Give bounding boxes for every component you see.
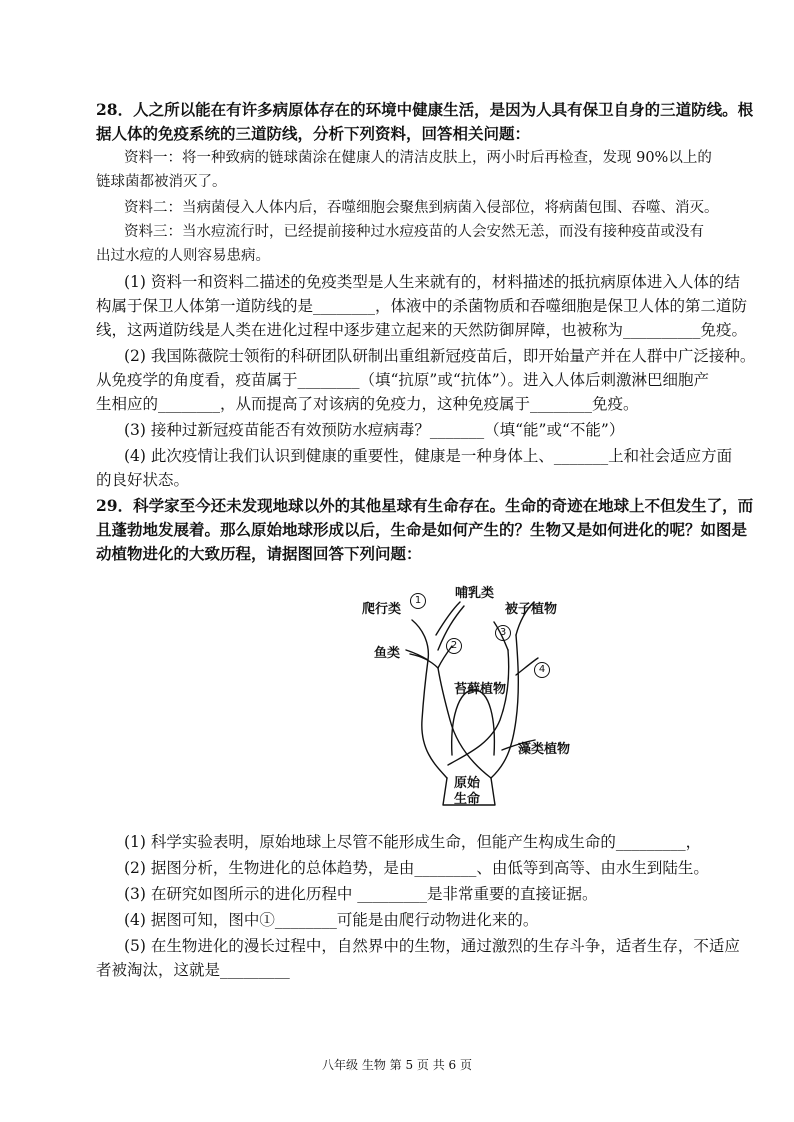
q28-sub2-line-3: 生相应的________，从而提高了对该病的免疫力，这种免疫属于________免疫。: [96, 395, 639, 413]
material-1-line-1: 资料一：将一种致病的链球菌涂在健康人的清洁皮肤上，两小时后再检查，发现 90%以上的: [124, 150, 712, 166]
circle-2: 2: [446, 638, 462, 654]
label-angiosperm: 被子植物: [505, 602, 558, 617]
q28-sub4-line-2: 的良好状态。: [96, 471, 190, 489]
circle-1: 1: [410, 593, 426, 609]
material-1-line-2: 链球菌都被消灭了。: [96, 174, 227, 190]
page-footer: 八年级 生物 第 5 页 共 6 页: [322, 1058, 472, 1072]
label-reptile: 爬行类: [362, 602, 402, 617]
label-fish: 鱼类: [374, 646, 401, 661]
circle-3: 3: [495, 625, 511, 641]
label-bryophyte: 苔藓植物: [454, 682, 507, 697]
material-3-line-2: 出过水痘的人则容易患病。: [96, 248, 270, 264]
q29-sub5-line-2: 者被淘汰，这就是_________: [96, 961, 290, 979]
q28-sub1-line-3: 线，这两道防线是人类在进化过程中逐步建立起来的天然防御屏障，也被称为__________免疫。: [96, 321, 748, 339]
label-mammal: 哺乳类: [455, 586, 495, 601]
q29-sub3: (3) 在研究如图所示的进化历程中 _________是非常重要的直接证据。: [124, 885, 598, 903]
q29-sub1: (1) 科学实验表明，原始地球上尽管不能形成生命，但能产生构成生命的_________，: [124, 833, 702, 851]
q29-sub4: (4) 据图可知，图中①________可能是由爬行动物进化来的。: [124, 911, 539, 929]
q28-sub1-line-2: 构属于保卫人体第一道防线的是________，体液中的杀菌物质和吞噬细胞是保卫人体的第二道防: [96, 297, 748, 315]
q29-sub5-line-1: (5) 在生物进化的漫长过程中，自然界中的生物，通过激烈的生存斗争，适者生存，不适应: [124, 937, 740, 955]
label-origin-2: 生命: [454, 792, 481, 807]
circle-4: 4: [534, 662, 550, 678]
label-origin-1: 原始: [454, 776, 481, 791]
evolution-tree-diagram: [340, 580, 600, 810]
q28-sub2-line-2: 从免疫学的角度看，疫苗属于________（填“抗原”或“抗体”）。进入人体后刺激淋巴细胞产: [96, 371, 709, 389]
q28-sub2-line-1: (2) 我国陈薇院士领衔的科研团队研制出重组新冠疫苗后，即开始量产并在人群中广泛接种。: [124, 347, 756, 365]
material-3-line-1: 资料三：当水痘流行时，已经提前接种过水痘疫苗的人会安然无恙，而没有接种疫苗或没有: [124, 224, 704, 240]
q28-sub3: (3) 接种过新冠疫苗能否有效预防水痘病毒？_______（填“能”或“不能”）: [124, 421, 625, 439]
q28-sub4-line-1: (4) 此次疫情让我们认识到健康的重要性，健康是一种身体上、_______上和社会适应方面: [124, 447, 733, 465]
q28-line-1: 28．人之所以能在有许多病原体存在的环境中健康生活，是因为人具有保卫自身的三道防线。根: [96, 100, 754, 119]
material-2: 资料二：当病菌侵入人体内后，吞噬细胞会聚焦到病菌入侵部位，将病菌包围、吞噬、消灭。: [124, 200, 719, 216]
q29-line-2: 且蓬勃地发展着。那么原始地球形成以后，生命是如何产生的？生物又是如何进化的呢？如图是: [96, 520, 748, 539]
q29-sub2: (2) 据图分析，生物进化的总体趋势，是由________、由低等到高等、由水生到陆生。: [124, 859, 709, 877]
q28-line-2: 据人体的免疫系统的三道防线，分析下列资料，回答相关问题：: [96, 124, 531, 143]
q28-sub1-line-1: (1) 资料一和资料二描述的免疫类型是人生来就有的，材料描述的抵抗病原体进入人体的结: [124, 273, 740, 291]
q29-line-1: 29．科学家至今还未发现地球以外的其他星球有生命存在。生命的奇迹在地球上不但发生了，而: [96, 496, 754, 515]
q29-line-3: 动植物进化的大致历程，请据图回答下列问题：: [96, 544, 422, 563]
label-algae: 藻类植物: [518, 742, 571, 757]
